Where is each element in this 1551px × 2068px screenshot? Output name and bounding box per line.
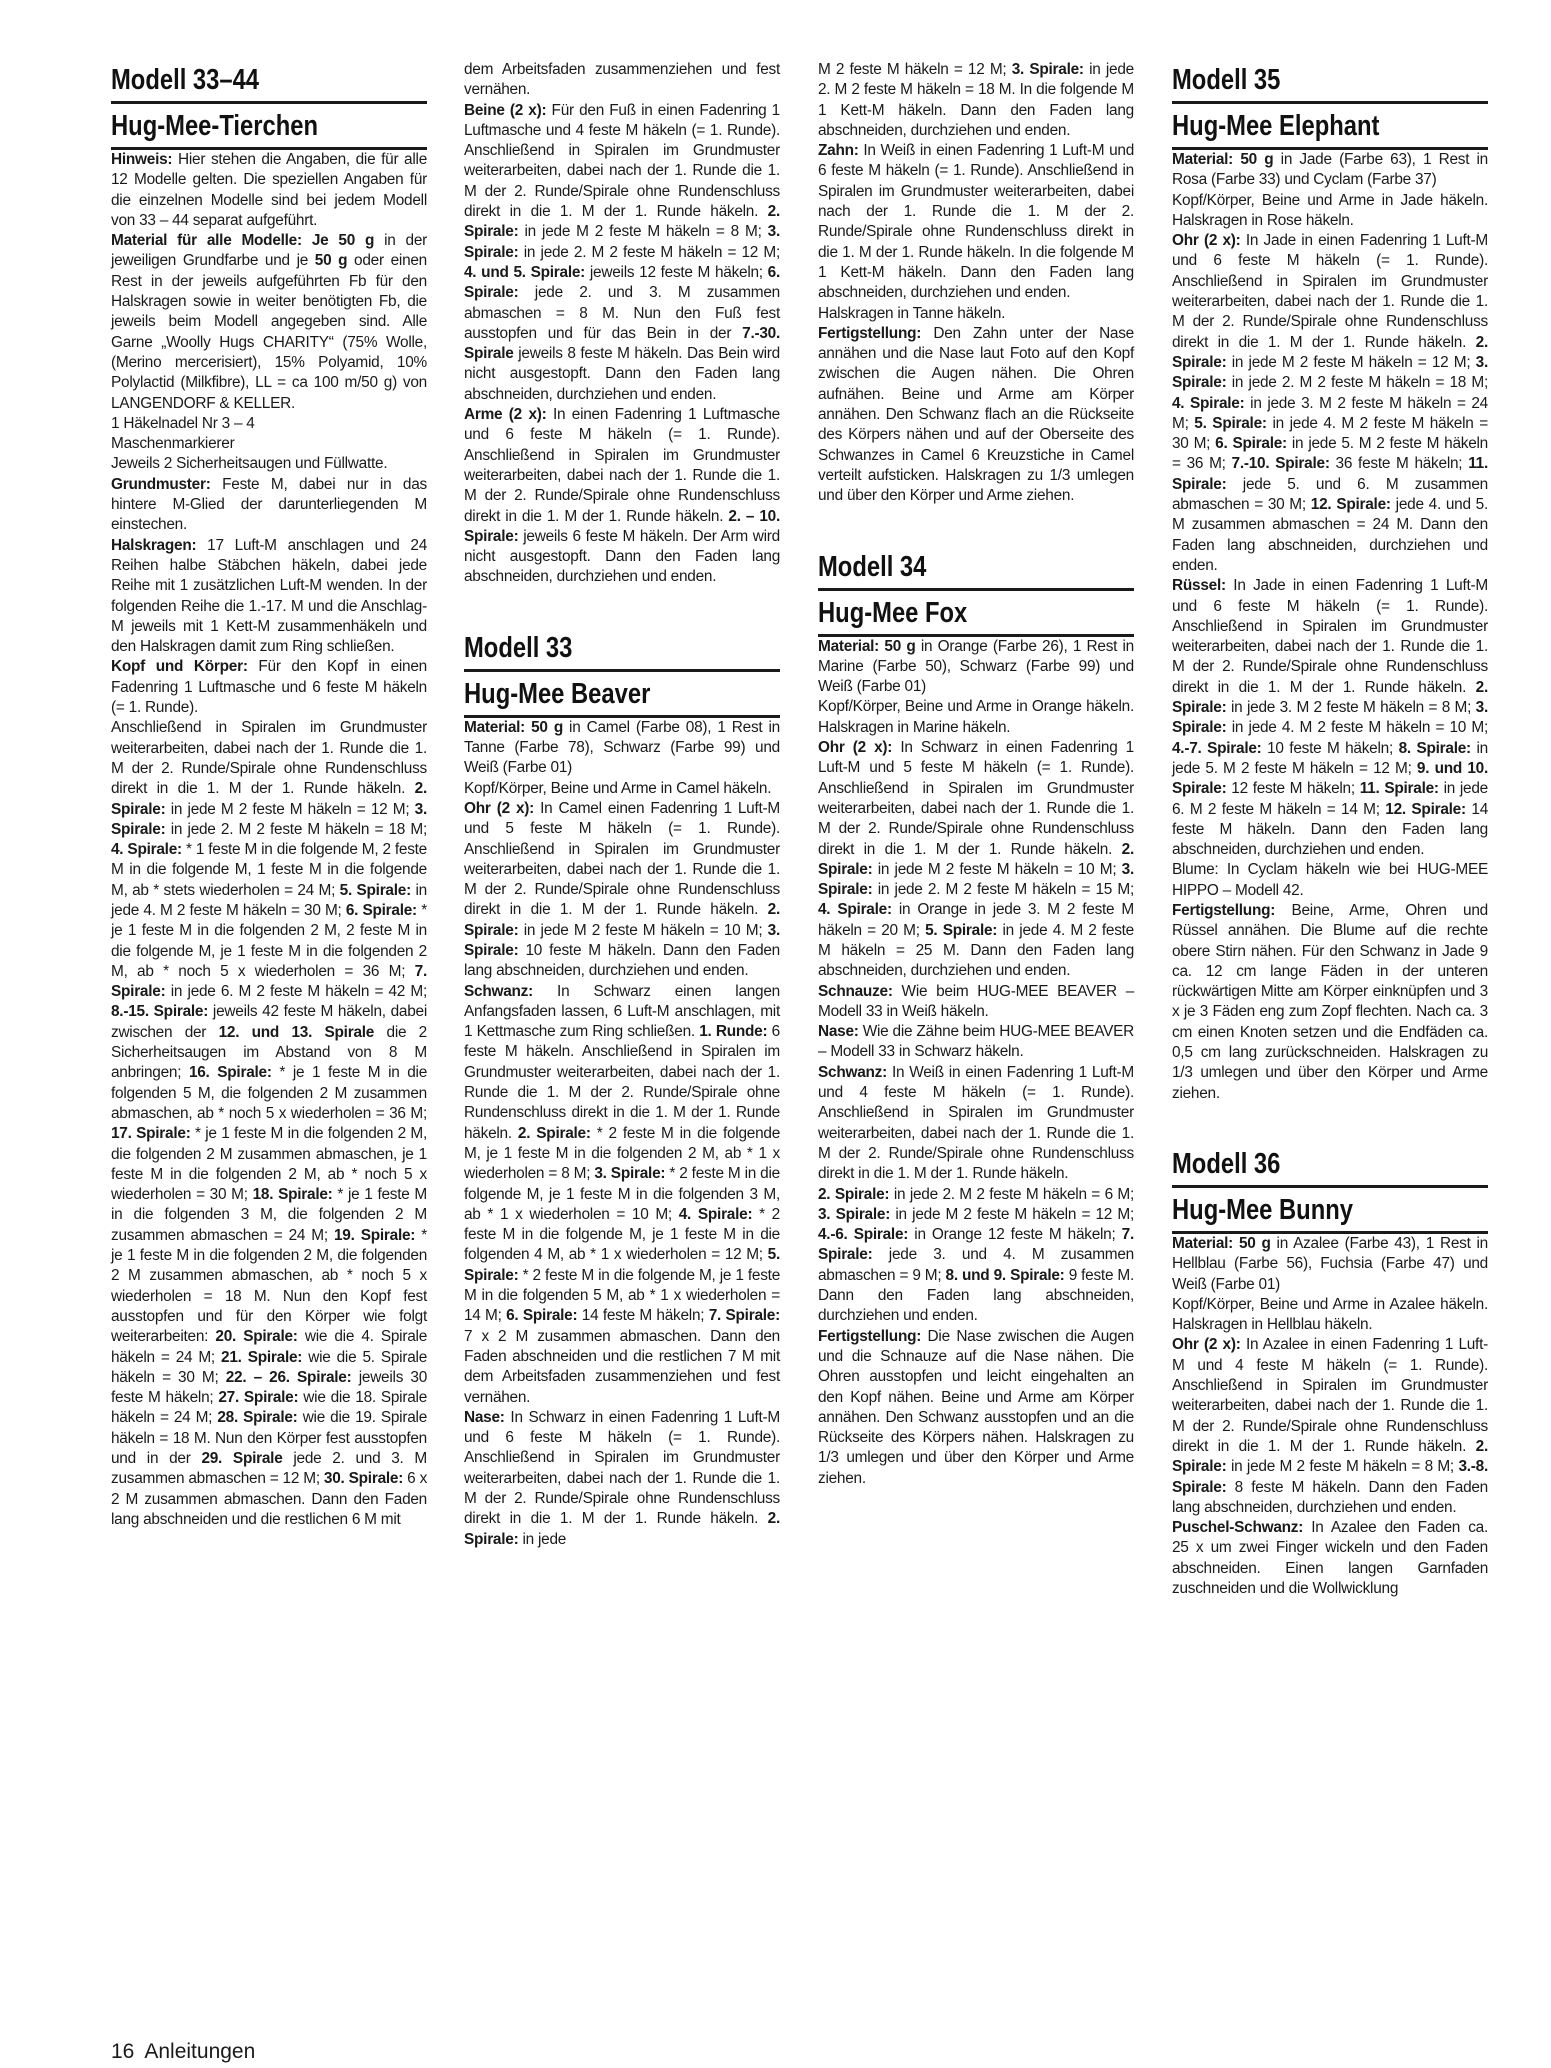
model-name bbox=[1172, 106, 1488, 150]
model-number bbox=[818, 547, 1134, 591]
bold-term: 12. und 13. Spirale bbox=[218, 1023, 375, 1041]
bold-term: Schnauze: bbox=[818, 982, 893, 1000]
bold-term: Schwanz: bbox=[818, 1063, 887, 1081]
bold-term: 7.-10. Spirale: bbox=[1231, 455, 1330, 473]
bold-term: Ohr (2 x): bbox=[818, 739, 893, 757]
bold-term: Fertigstellung: bbox=[818, 1327, 922, 1345]
bold-term: Material: 50 g bbox=[464, 718, 563, 736]
bold-term: Arme (2 x): bbox=[464, 406, 547, 424]
bold-term: 19. Spirale: bbox=[333, 1226, 416, 1244]
model-name-text: Hug-Mee Elephant bbox=[1172, 110, 1380, 142]
bold-term: 12. Spirale: bbox=[1310, 496, 1391, 514]
model-heading bbox=[818, 547, 1134, 637]
bold-term: 2. Spirale: bbox=[111, 780, 427, 818]
instruction-text: Material: 50 g in Jade (Farbe 63), 1 Rest in Rosa (Farbe 33) und Cyclam (Farbe 37) Kopf/Körper, Beine und Arme in Jade häkeln. Halskragen in Rose häkeln. Ohr (2 x): In Jade in einen Fadenring 1 Luft-M und 6 feste M häkeln (= 1. Runde). Anschließend in Spiralen im Grundmuster weiterarbeiten, dabei nach der 1. Runde die 1. M der 2. Runde/Spirale ohne Rundenschluss direkt in die 1. M der 1. Runde häkeln. 2. Spirale: in jede M 2 feste M häkeln = 12 M; 3. Spirale: in jede 2. M 2 feste M häkeln = 18 M; 4. Spirale: in jede 3. M 2 feste M häkeln = 24 M; 5. Spirale: in jede 4. M 2 feste M häkeln = 30 M; 6. Spirale: in jede 5. M 2 feste M häkeln = 36 M; 7.-10. Spirale: 36 feste M häkeln; 11. Spirale: jede 5. und 6. M zusammen abmaschen = 30 M; 12. Spirale: jede 4. und 5. M zusammen abmaschen = 24 M. Dann den Faden lang abschneiden, durchziehen und enden. Rüssel: In Jade in einen Fadenring 1 Luft-M und 6 feste M häkeln (= 1. Runde). Anschließend in Spiralen im Grundmuster weiterarbeiten, dabei nach der 1. Runde die 1. M der 2. Runde/Spirale ohne Rundenschluss direkt in die 1. M der 1. Runde häkeln. 2. Spirale: in jede 3. M 2 feste M häkeln = 8 M; 3. Spirale: in jede 4. M 2 feste M häkeln = 10 M; 4.-7. Spirale: 10 feste M häkeln; 8. Spirale: in jede 5. M 2 feste M häkeln = 12 M; 9. und 10. Spirale: 12 feste M häkeln; 11. Spirale: in jede 6. M 2 feste M häkeln = 14 M; 12. Spirale: 14 feste M häkeln. Dann den Faden lang abschneiden, durchziehen und enden. Blume: In Cyclam häkeln wie bei HUG-MEE HIPPO – Modell 42. Fertigstellung: Beine, Arme, Ohren und Rüssel annähen. Die Blume auf die rechte obere Stirn nähen. Für den Schwanz in Jade 9 ca. 12 cm lange Fäden in der unteren rückwärtigen Mitte am Körper einknüpfen und 3 x je 3 Fäden eng zum Zopf flechten. Nach ca. 3 cm einen Knoten setzen und die Endfäden ca. 0,5 cm lang zurückschneiden. Halskragen zu 1/3 umlegen und über den Körper und Arme ziehen. bbox=[1172, 151, 1488, 1102]
bold-term: 4. Spirale: bbox=[678, 1205, 753, 1223]
model-number-text: Modell 33 bbox=[464, 631, 573, 664]
bold-term: 8. und 9. Spirale: bbox=[945, 1266, 1065, 1284]
model-number bbox=[1172, 1144, 1488, 1188]
bold-term: 3. Spirale: bbox=[818, 1205, 891, 1223]
bold-term: 3. Spirale: bbox=[464, 223, 780, 261]
bold-term: 8.-15. Spirale: bbox=[111, 1003, 209, 1021]
bold-term: 3. Spirale: bbox=[1172, 699, 1488, 737]
bold-term: 7. Spirale: bbox=[708, 1307, 780, 1325]
bold-term: Kopf und Körper: bbox=[111, 658, 248, 676]
section-label: Anleitungen bbox=[144, 2040, 256, 2063]
bold-term: 2. Spirale: bbox=[464, 901, 780, 939]
bold-term: 4. und 5. Spirale: bbox=[464, 263, 586, 281]
bold-term: Nase: bbox=[464, 1408, 505, 1426]
instruction-text: Material: 50 g in Camel (Farbe 08), 1 Rest in Tanne (Farbe 78), Schwarz (Farbe 99) und Weiß (Farbe 01) Kopf/Körper, Beine und Arme in Camel häkeln. Ohr (2 x): In Camel einen Fadenring 1 Luft-M und 5 feste M häkeln (= 1. Runde). Anschließend in Spiralen im Grundmuster weiterarbeiten, dabei nach der 1. Runde die 1. M der 2. Runde/Spirale ohne Rundenschluss direkt in die 1. M der 1. Runde häkeln. 2. Spirale: in jede M 2 feste M häkeln = 10 M; 3. Spirale: 10 feste M häkeln. Dann den Faden lang abschneiden, durchziehen und enden. Schwanz: In Schwarz einen langen Anfangsfaden lassen, 6 Luft-M anschlagen, mit 1 Kettmasche zum Ring schließen. 1. Runde: 6 feste M häkeln. Anschließend in Spiralen im Grundmuster weiterarbeiten, dabei nach der 1. Runde die 1. M der 2. Runde/Spirale ohne Rundenschluss direkt in die 1. M der 1. Runde häkeln. 2. Spirale: * 2 feste M in die folgende M, je 1 feste M in die folgenden 2 M, ab * 1 x wiederholen = 8 M; 3. Spirale: * 2 feste M in die folgende M, je 1 feste M in die folgenden 3 M, ab * 1 x wiederholen = 10 M; 4. Spirale: * 2 feste M in die folgende M, je 1 feste M in die folgenden 4 M, ab * 1 x wiederholen = 12 M; 5. Spirale: * 2 feste M in die folgende M, je 1 feste M in die folgenden 5 M, ab * 1 x wiederholen = 14 M; 6. Spirale: 14 feste M häkeln; 7. Spirale: 7 x 2 M zusammen abmaschen. Dann den Faden abschneiden und die restlichen 7 M mit dem Arbeitsfaden zusammenziehen und fest vernähen. Nase: In Schwarz in einen Fadenring 1 Luft-M und 6 feste M häkeln (= 1. Runde). Anschließend in Spiralen im Grundmuster weiterarbeiten, dabei nach der 1. Runde die 1. M der 2. Runde/Spirale ohne Rundenschluss direkt in die 1. M der 1. Runde häkeln. 2. Spirale: in jede bbox=[464, 718, 780, 1548]
bold-term: 18. Spirale: bbox=[252, 1186, 333, 1204]
bold-term: Material: 50 g bbox=[1172, 1234, 1271, 1252]
bold-term: 6. Spirale: bbox=[506, 1307, 578, 1325]
bold-term: 5. Spirale: bbox=[339, 881, 411, 899]
bold-term: 17. Spirale: bbox=[111, 1125, 191, 1143]
bold-term: Material: 50 g bbox=[818, 637, 916, 655]
bold-term: 11. Spirale: bbox=[1172, 455, 1488, 493]
bold-term: 2. Spirale: bbox=[464, 203, 780, 241]
bold-term: Halskragen: bbox=[111, 536, 197, 554]
bold-term: 22. – 26. Spirale: bbox=[225, 1368, 352, 1386]
bold-term: 5. Spirale: bbox=[925, 921, 998, 939]
instruction-text: Material: 50 g in Orange (Farbe 26), 1 Rest in Marine (Farbe 50), Schwarz (Farbe 99) und Weiß (Farbe 01) Kopf/Körper, Beine und Arme in Orange häkeln. Halskragen in Marine häkeln. Ohr (2 x): In Schwarz in einen Fadenring 1 Luft-M und 5 feste M häkeln (= 1. Runde). Anschließend in Spiralen im Grundmuster weiterarbeiten, dabei nach der 1. Runde die 1. M der 2. Runde/Spirale ohne Rundenschluss direkt in die 1. M der 1. Runde häkeln. 2. Spirale: in jede M 2 feste M häkeln = 10 M; 3. Spirale: in jede 2. M 2 feste M häkeln = 15 M; 4. Spirale: in Orange in jede 3. M 2 feste M häkeln = 20 M; 5. Spirale: in jede 4. M 2 feste M häkeln = 25 M. Dann den Faden lang abschneiden, durchziehen und enden. Schnauze: Wie beim HUG-MEE BEAVER – Modell 33 in Weiß häkeln. Nase: Wie die Zähne beim HUG-MEE BEAVER – Modell 33 in Schwarz häkeln. Schwanz: In Weiß in einen Fadenring 1 Luft-M und 4 feste M häkeln (= 1. Runde). Anschließend in Spiralen im Grundmuster weiterarbeiten, dabei nach der 1. Runde die 1. M der 2. Runde/Spirale ohne Rundenschluss direkt in die 1. M der 1. Runde häkeln. 2. Spirale: in jede 2. M 2 feste M häkeln = 6 M; 3. Spirale: in jede M 2 feste M häkeln = 12 M; 4.-6. Spirale: in Orange 12 feste M häkeln; 7. Spirale: jede 3. und 4. M zusammen abmaschen = 9 M; 8. und 9. Spirale: 9 feste M. Dann den Faden lang abschneiden, durchziehen und enden. Fertigstellung: Die Nase zwischen die Augen und die Schnauze auf die Nase nähen. Die Ohren ausstopfen und leicht eingehalten an den Kopf nähen. Beine und Arme am Körper annähen. Den Schwanz ausstopfen und an die Rückseite des Körpers nähen. Halskragen zu 1/3 umlegen und über den Körper und Arme ziehen. bbox=[818, 637, 1135, 1487]
model-heading bbox=[1172, 60, 1488, 150]
model-name bbox=[464, 674, 780, 718]
bold-term: 3. Spirale: bbox=[594, 1165, 666, 1183]
bold-term: 50 g bbox=[314, 252, 348, 270]
model-name bbox=[1172, 1190, 1488, 1234]
bold-term: 28. Spirale: bbox=[217, 1409, 298, 1427]
bold-term: 3.-8. Spirale: bbox=[1172, 1458, 1488, 1496]
bold-term: 8. Spirale: bbox=[1398, 739, 1471, 757]
instruction-text: Hinweis: Hier stehen die Angaben, die für alle 12 Modelle gelten. Die speziellen Angaben für die einzelnen Modelle sind bei jedem Modell von 33 – 44 separat aufgeführt. Material für alle Modelle: Je 50 g in der jeweiligen Grundfarbe und je 50 g oder einen Rest in der jeweils aufgeführten Fb für den Halskragen sowie in weiter benötigten Fb, die jeweils beim Modell angegeben sind. Alle Garne „Woolly Hugs CHARITY“ (75% Wolle, (Merino mercerisiert), 15% Polyamid, 10% Polylactid (Milkfibre), LL = ca 100 m/50 g) von LANGENDORF & KELLER. 1 Häkelnadel Nr 3 – 4 Maschenmarkierer Jeweils 2 Sicherheitsaugen und Füllwatte. Grundmuster: Feste M, dabei nur in das hintere M-Glied der darunterliegenden M einstechen. Halskragen: 17 Luft-M anschlagen und 24 Reihen halbe Stäbchen häkeln, dabei jede Reihe mit 1 zusätzlichen Luft-M wenden. In der folgenden Reihe die 1.-17. M und die Anschlag-M jeweils mit 1 Kett-M zusammenhäkeln und den Halskragen damit zum Ring schließen. Kopf und Körper: Für den Kopf in einen Fadenring 1 Luftmasche und 6 feste M häkeln (= 1. Runde). Anschließend in Spiralen im Grundmuster weiterarbeiten, dabei nach der 1. Runde die 1. M der 2. Runde/Spirale ohne Rundenschluss direkt in die 1. M der 1. Runde häkeln. 2. Spirale: in jede M 2 feste M häkeln = 12 M; 3. Spirale: in jede 2. M 2 feste M häkeln = 18 M; 4. Spirale: * 1 feste M in die folgende M, 2 feste M in die folgende M, 1 feste M in die folgende M, ab * stets wiederholen = 24 M; 5. Spirale: in jede 4. M 2 feste M häkeln = 30 M; 6. Spirale: * je 1 feste M in die folgenden 2 M, 2 feste M in die folgende M, je 1 feste M in die folgenden 2 M, ab * noch 5 x wiederholen = 36 M; 7. Spirale: in jede 6. M 2 feste M häkeln = 42 M; 8.-15. Spirale: jeweils 42 feste M häkeln, dabei zwischen der 12. und 13. Spirale die 2 Sicherheitsaugen im Abstand von 8 M anbringen; 16. Spirale: * je 1 feste M in die folgenden 5 M, die folgenden 2 M zusammen abmaschen, ab * noch 5 x wiederholen = 36 M; 17. Spirale: * je 1 feste M in die folgenden 2 M, die folgenden 2 M zusammen abmaschen, je 1 feste M in die folgenden 2 M, ab * noch 5 x wiederholen = 30 M; 18. Spirale: * je 1 feste M in die folgenden 3 M, die folgenden 2 M zusammen abmaschen = 24 M; 19. Spirale: * je 1 feste M in die folgenden 2 M, die folgenden 2 M zusammen abmaschen, ab * noch 5 x wiederholen = 18 M. Nun den Kopf fest ausstopfen und für den Körper wie folgt weiterarbeiten: 20. Spirale: wie die 4. Spirale häkeln = 24 M; 21. Spirale: wie die 5. Spirale häkeln = 30 M; 22. – 26. Spirale: jeweils 30 feste M häkeln; 27. Spirale: wie die 18. Spirale häkeln = 24 M; 28. Spirale: wie die 19. Spirale häkeln = 18 M. Nun den Körper fest ausstopfen und in der 29. Spirale jede 2. und 3. M zusammen abmaschen = 12 M; 30. Spirale: 6 x 2 M zusammen abmaschen. Dann den Faden lang abschneiden und die restlichen 6 M mit bbox=[111, 151, 428, 1528]
bold-term: 4. Spirale: bbox=[818, 901, 892, 919]
bold-term: 2. Spirale: bbox=[517, 1124, 591, 1142]
bold-term: 3. Spirale: bbox=[111, 800, 427, 838]
model-name-text: Hug-Mee Fox bbox=[818, 596, 968, 629]
bold-term: Hinweis: bbox=[111, 151, 173, 168]
page-footer bbox=[111, 2040, 255, 2064]
model-name-text: Hug-Mee-Tierchen bbox=[111, 110, 319, 142]
bold-term: Fertigstellung: bbox=[818, 324, 922, 342]
instruction-text: M 2 feste M häkeln = 12 M; 3. Spirale: in jede 2. M 2 feste M häkeln = 18 M. In die folgende M 1 Kett-M häkeln. Dann den Faden lang abschneiden, durchziehen und enden. Zahn: In Weiß in einen Fadenring 1 Luft-M und 6 feste M häkeln (= 1. Runde). Anschließend in Spiralen im Grundmuster weiterarbeiten, dabei nach der 1. Runde die 1. M der 2. Runde/Spirale ohne Rundenschluss direkt in die 1. M der 1. Runde häkeln. In die folgende M 1 Kett-M häkeln. Dann den Faden lang abschneiden, durchziehen und enden. Halskragen in Tanne häkeln. Fertigstellung: Den Zahn unter der Nase annähen und die Nase laut Foto auf den Kopf zwischen die Augen nähen. Die Ohren aufnähen. Beine und Arme am Körper annähen. Den Schwanz flach an die Rückseite des Körpers nähen und auf der Oberseite des Schwanzes in Camel 6 Kreuzstiche in Camel verteilt aufsticken. Halskragen zu 1/3 umlegen und über den Körper und Arme ziehen. bbox=[818, 61, 1134, 505]
bold-term: Grundmuster: bbox=[111, 475, 211, 493]
bold-term: 2. Spirale: bbox=[464, 1510, 780, 1548]
model-number-text: Modell 34 bbox=[818, 550, 927, 583]
bold-term: 29. Spirale bbox=[201, 1450, 283, 1467]
bold-term: Zahn: bbox=[818, 142, 859, 160]
bold-term: 4.-6. Spirale: bbox=[818, 1226, 909, 1244]
model-heading bbox=[1172, 1144, 1488, 1234]
bold-term: Puschel-Schwanz: bbox=[1172, 1519, 1304, 1537]
bold-term: 3. Spirale: bbox=[1172, 353, 1488, 392]
bold-term: 2. Spirale: bbox=[1172, 678, 1488, 717]
bold-term: 4.-7. Spirale: bbox=[1172, 739, 1262, 757]
model-name bbox=[111, 106, 427, 150]
bold-term: 2. Spirale: bbox=[818, 840, 1134, 878]
bold-term: Beine (2 x): bbox=[464, 101, 547, 119]
model-heading bbox=[111, 60, 427, 150]
bold-term: Fertigstellung: bbox=[1172, 901, 1276, 919]
bold-term: 7. Spirale: bbox=[111, 962, 427, 1001]
bold-term: 27. Spirale: bbox=[218, 1389, 299, 1407]
bold-term: Material für alle Modelle: Je 50 g bbox=[111, 232, 375, 250]
bold-term: 3. Spirale: bbox=[818, 860, 1134, 899]
bold-term: Nase: bbox=[818, 1023, 859, 1041]
bold-term: Ohr (2 x): bbox=[1172, 1336, 1241, 1354]
bold-term: 7.-30. Spirale bbox=[464, 324, 780, 363]
bold-term: 3. Spirale: bbox=[1011, 61, 1084, 78]
bold-term: Material: 50 g bbox=[1172, 151, 1274, 168]
bold-term: 3. Spirale: bbox=[464, 921, 780, 959]
bold-term: Ohr (2 x): bbox=[1172, 232, 1241, 250]
bold-term: 12. Spirale: bbox=[1385, 800, 1466, 818]
bold-term: Schwanz: bbox=[464, 982, 533, 1000]
model-number bbox=[111, 60, 427, 104]
bold-term: 6. Spirale: bbox=[1215, 435, 1287, 453]
column-4 bbox=[1172, 60, 1488, 1599]
bold-term: Rüssel: bbox=[1172, 577, 1226, 595]
bold-term: 21. Spirale: bbox=[221, 1348, 303, 1366]
bold-term: 4. Spirale: bbox=[111, 841, 182, 859]
bold-term: 4. Spirale: bbox=[1172, 394, 1245, 412]
bold-term: 2. Spirale: bbox=[818, 1185, 890, 1203]
column-3 bbox=[818, 60, 1134, 1489]
model-name-text: Hug-Mee Beaver bbox=[464, 677, 651, 710]
bold-term: 5. Spirale: bbox=[1194, 414, 1267, 432]
bold-term: 11. Spirale: bbox=[1359, 780, 1439, 798]
bold-term: 6. Spirale: bbox=[345, 901, 417, 919]
model-number-text: Modell 33–44 bbox=[111, 64, 260, 96]
instruction-text: dem Arbeitsfaden zusammenziehen und fest vernähen. Beine (2 x): Für den Fuß in einen Fadenring 1 Luftmasche und 4 feste M häkeln (= 1. Runde). Anschließend in Spiralen im Grundmuster weiterarbeiten, dabei nach der 1. Runde die 1. M der 2. Runde/Spirale ohne Rundenschluss direkt in die 1. M der 1. Runde häkeln. 2. Spirale: in jede M 2 feste M häkeln = 8 M; 3. Spirale: in jede 2. M 2 feste M häkeln = 12 M; 4. und 5. Spirale: jeweils 12 feste M häkeln; 6. Spirale: jede 2. und 3. M zusammen abmaschen = 8 M. Nun den Fuß fest ausstopfen und für das Bein in der 7.-30. Spirale jeweils 8 feste M häkeln. Das Bein wird nicht ausgestopft. Dann den Faden lang abschneiden, durchziehen und enden. Arme (2 x): In einen Fadenring 1 Luftmasche und 6 feste M häkeln (= 1. Runde). Anschließend in Spiralen im Grundmuster weiterarbeiten, dabei nach der 1. Runde die 1. M der 2. Runde/Spirale ohne Rundenschluss direkt in die 1. M der 1. Runde häkeln. 2. – 10. Spirale: jeweils 6 feste M häkeln. Der Arm wird nicht ausgestopft. Dann den Faden lang abschneiden, durchziehen und enden. bbox=[464, 61, 780, 586]
model-name bbox=[818, 593, 1134, 637]
bold-term: 5. Spirale: bbox=[464, 1246, 780, 1284]
bold-term: 16. Spirale: bbox=[188, 1064, 272, 1082]
bold-term: 2. Spirale: bbox=[1172, 333, 1488, 371]
model-number bbox=[1172, 60, 1488, 104]
column-2 bbox=[464, 60, 780, 1550]
model-number-text: Modell 35 bbox=[1172, 64, 1281, 96]
bold-term: 2. Spirale: bbox=[1172, 1437, 1488, 1476]
model-heading bbox=[464, 628, 780, 718]
page-number: 16 bbox=[111, 2040, 135, 2063]
bold-term: 20. Spirale: bbox=[215, 1328, 298, 1346]
bold-term: 30. Spirale: bbox=[323, 1470, 404, 1488]
model-name-text: Hug-Mee Bunny bbox=[1172, 1193, 1353, 1226]
bold-term: 7. Spirale: bbox=[818, 1226, 1135, 1264]
model-number-text: Modell 36 bbox=[1172, 1147, 1281, 1180]
bold-term: 6. Spirale: bbox=[464, 263, 780, 302]
bold-term: 1. Runde: bbox=[699, 1023, 768, 1041]
instruction-text: Material: 50 g in Azalee (Farbe 43), 1 Rest in Hellblau (Farbe 56), Fuchsia (Farbe 47) und Weiß (Farbe 01) Kopf/Körper, Beine und Arme in Azalee häkeln. Halskragen in Hellblau häkeln. Ohr (2 x): In Azalee in einen Fadenring 1 Luft-M und 4 feste M häkeln (= 1. Runde). Anschließend in Spiralen im Grundmuster weiterarbeiten, dabei nach der 1. Runde die 1. M der 2. Runde/Spirale ohne Rundenschluss direkt in die 1. M der 1. Runde häkeln. 2. Spirale: in jede M 2 feste M häkeln = 8 M; 3.-8. Spirale: 8 feste M häkeln. Dann den Faden lang abschneiden, durchziehen und enden. Puschel-Schwanz: In Azalee den Faden ca. 25 x um zwei Finger wickeln und den Faden abschneiden. Einen langen Garnfaden zuschneiden und die Wollwicklung bbox=[1172, 1234, 1488, 1597]
bold-term: Ohr (2 x): bbox=[464, 799, 535, 817]
bold-term: 2. – 10. Spirale: bbox=[464, 507, 780, 545]
bold-term: 9. und 10. Spirale: bbox=[1172, 759, 1488, 798]
model-number bbox=[464, 628, 780, 672]
column-1 bbox=[111, 60, 427, 1530]
